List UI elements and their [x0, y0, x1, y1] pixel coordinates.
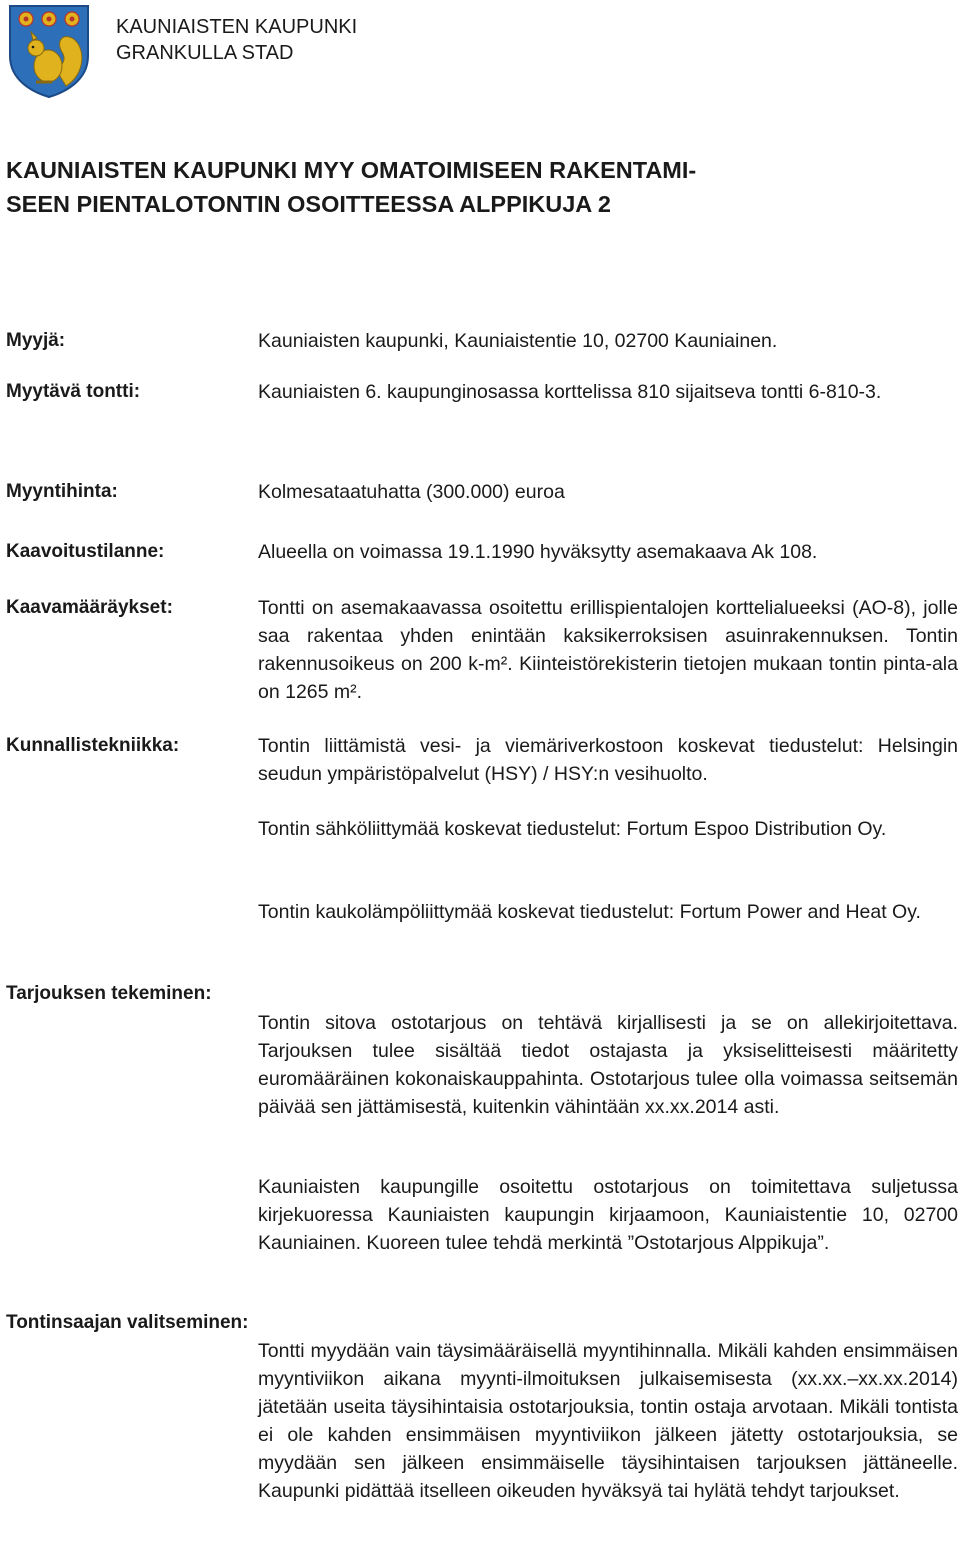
offer-paragraph-2	[258, 1173, 958, 1257]
regulations-value: Tontti on asemakaavassa osoitettu erillispientalojen korttelialueeksi (AO-8), jolle saa rakentaa yhden enintään kaksikerroksisen asuinrakennuksen. Tontin rakennusoikeus on 200 k-m². Kiinteistörekisterin tietojen mukaan tontin pinta-ala on 1265 m².	[258, 597, 958, 703]
seller-value: Kauniaisten kaupunki, Kauniaistentie 10, 02700 Kauniainen.	[258, 330, 778, 352]
zoning-value: Alueella on voimassa 19.1.1990 hyväksytty asemakaava Ak 108.	[258, 541, 818, 563]
plot-value: Kauniaisten 6. kaupunginosassa korttelissa 810 sijaitseva tontti 6-810-3.	[258, 381, 882, 403]
organization-name	[116, 14, 357, 66]
utilities-heating	[258, 898, 958, 926]
offer-paragraph-1-text: Tontin sitova ostotarjous on tehtävä kirjallisesti ja se on allekirjoitettava. Tarjouksen tulee sisältää tiedot ostajasta ja yksiselitteisesti määritetty euromääräinen kokonaiskauppahinta. Ostotarjous tulee olla voimassa seitsemän päivää sen jättämisestä, kuitenkin vähintään xx.xx.2014 asti.	[258, 1012, 958, 1118]
utilities-electricity	[258, 815, 958, 843]
offer-paragraph-2-text: Kauniaisten kaupungille osoitettu ostotarjous on toimitettava suljetussa kirjekuoressa Kauniaisten kaupungin kirjaamoon, Kauniaistentie 10, 02700 Kauniainen. Kuoreen tulee tehdä merkintä ”Ostotarjous Alppikuja”.	[258, 1176, 958, 1254]
plot-label: Myytävä tontti:	[6, 381, 141, 402]
selection-paragraph	[258, 1337, 958, 1505]
utilities-value	[258, 732, 958, 788]
utilities-label: Kunnallistekniikka:	[6, 735, 180, 756]
selection-label: Tontinsaajan valitseminen:	[6, 1312, 249, 1333]
utilities-heating-paragraph: Tontin kaukolämpöliittymää koskevat tiedustelut: Fortum Power and Heat Oy.	[258, 901, 921, 923]
price-value: Kolmesataatuhatta (300.000) euroa	[258, 481, 565, 503]
offer-paragraph-1	[258, 1009, 958, 1121]
regulations-label: Kaavamääräykset:	[6, 597, 173, 618]
document-title	[6, 153, 926, 221]
utilities-water-paragraph: Tontin liittämistä vesi- ja viemäriverkostoon koskevat tiedustelut: Helsingin seudun ympäristöpalvelut (HSY) / HSY:n vesihuolto.	[258, 735, 958, 785]
document-title-line2: SEEN PIENTALOTONTIN OSOITTEESSA ALPPIKUJA 2	[6, 191, 611, 217]
selection-paragraph-text: Tontti myydään vain täysimääräisellä myyntihinnalla. Mikäli kahden ensimmäisen myyntiviikon aikana myynti-ilmoituksen julkaisemisesta (xx.xx.–xx.xx.2014) jätetään useita täysihintaisia ostotarjouksia, tontin ostaja arvotaan. Mikäli tontista ei ole kahden ensimmäisen myyntiviikon jälkeen jätetty ostotarjouksia, se myydään sen jälkeen ensimmäiselle täysihintaisen tarjouksen jättäneelle. Kaupunki pidättää itselleen oikeuden hyväksyä tai hylätä tehdyt tarjoukset.	[258, 1340, 958, 1502]
organization-name-sv: GRANKULLA STAD	[116, 42, 294, 64]
coat-of-arms-logo	[6, 2, 92, 98]
seller-label: Myyjä:	[6, 330, 66, 351]
offer-label: Tarjouksen tekeminen:	[6, 983, 212, 1004]
document-title-line1: KAUNIAISTEN KAUPUNKI MYY OMATOIMISEEN RAKENTAMI-	[6, 157, 697, 183]
organization-name-fi: KAUNIAISTEN KAUPUNKI	[116, 16, 358, 38]
utilities-electricity-paragraph: Tontin sähköliittymää koskevat tiedustelut: Fortum Espoo Distribution Oy.	[258, 818, 887, 840]
price-label: Myyntihinta:	[6, 481, 118, 502]
zoning-label: Kaavoitustilanne:	[6, 541, 165, 562]
